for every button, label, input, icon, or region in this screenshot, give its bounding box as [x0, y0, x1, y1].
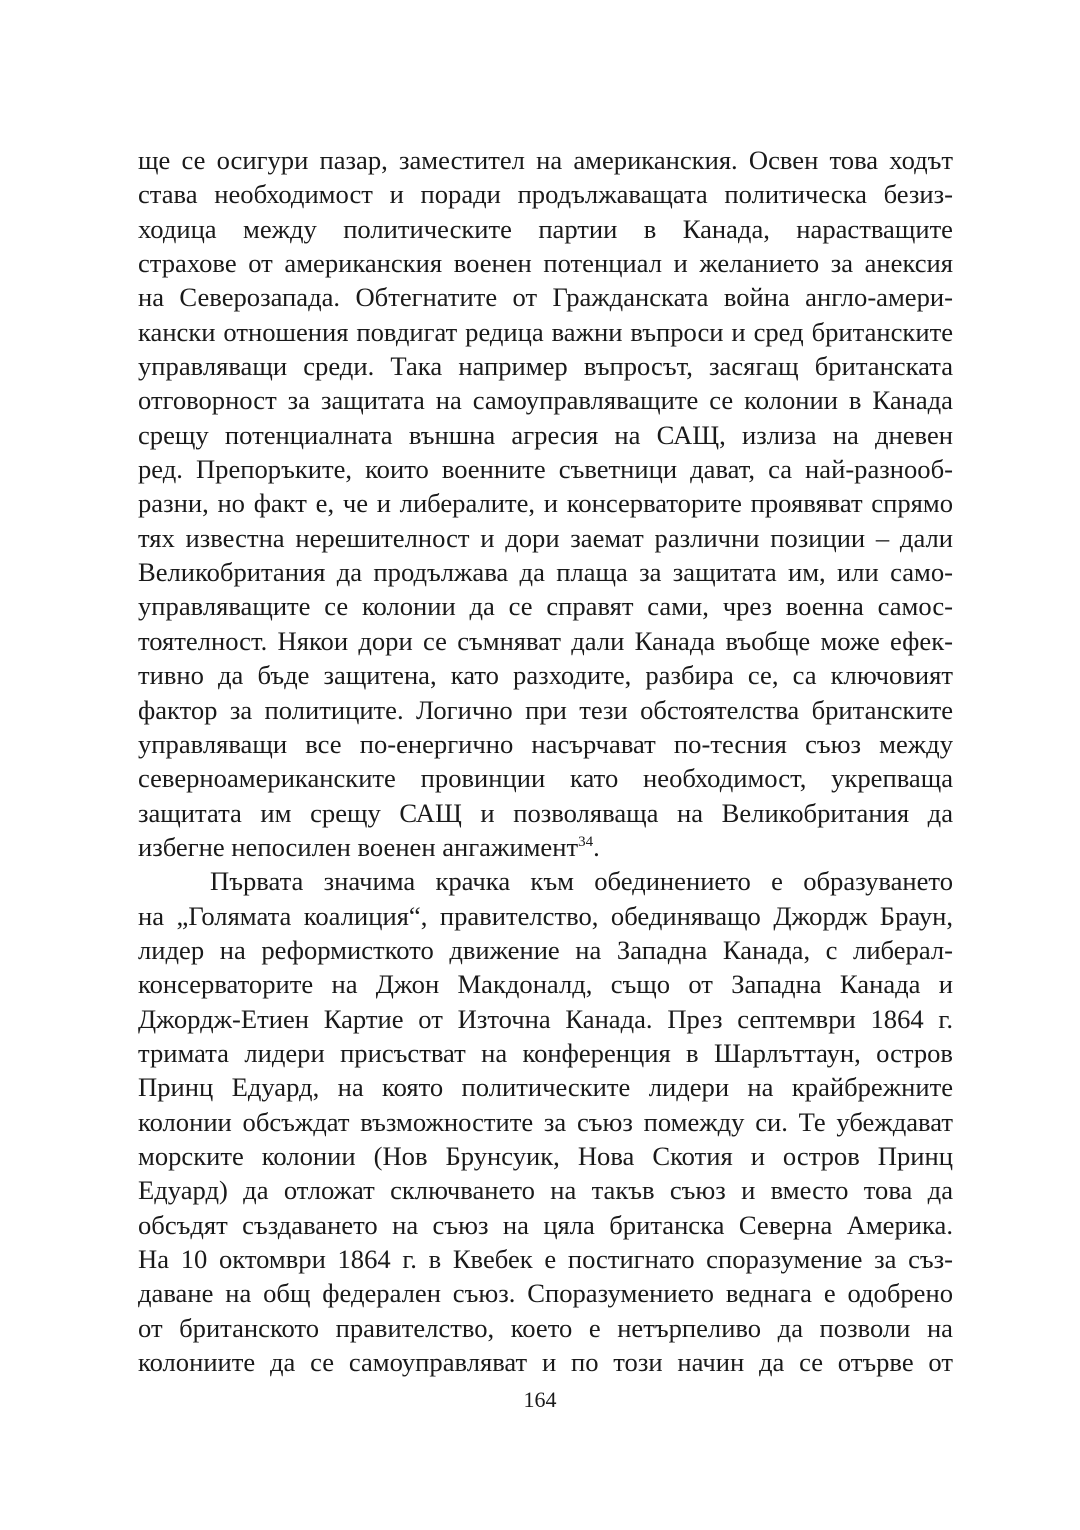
text-line: Принц Едуард, на която политическите лидери на крайбрежните — [138, 1072, 953, 1103]
text-line: даване на общ федерален съюз. Споразумението веднага е одобрено — [138, 1278, 953, 1309]
text-line: ред. Препоръките, които военните съветници дават, са най-разнооб- — [138, 454, 953, 485]
text-line: фактор за политиците. Логично при тези обстоятелства британските — [138, 694, 953, 725]
text-line: страхове от американския военен потенциал и желанието за анексия — [138, 248, 953, 279]
page-number: 164 — [523, 1387, 557, 1412]
text-line: Едуард) да отложат сключването на такъв съюз и вместо това да — [138, 1175, 953, 1206]
text-line: на „Голямата коалиция“, правителство, обединяващо Джордж Браун, — [138, 900, 953, 931]
text-line: Великобритания да продължава да плаща за защитата им, или само- — [138, 557, 953, 588]
paragraph-2 — [138, 864, 953, 1379]
text-line: управляващи среди. Така например въпросът, засягащ британската — [138, 351, 953, 382]
text-line: тоятелност. Някои дори се съмняват дали Канада въобще може ефек- — [138, 625, 953, 656]
text-line: ще се осигури пазар, заместител на американския. Освен това ходът — [138, 145, 953, 175]
text-line: На 10 октомври 1864 г. в Квебек е постигнато споразумение за съз- — [138, 1244, 953, 1274]
text-line: лидер на реформисткото движение на Западна Канада, с либерал- — [138, 934, 953, 965]
text-line: кански отношения повдигат редица важни въпроси и сред британските — [138, 316, 953, 347]
text-line: тримата лидери присъстват на конференция в Шарлъттаун, остров — [138, 1037, 953, 1068]
text-line: на Северозапада. Обтегнатите от Гражданската война англо-амери- — [138, 282, 953, 313]
text-line: става необходимост и поради продължаващата политическа безиз- — [138, 179, 953, 210]
text-line: тивно да бъде защитена, като разходите, разбира се, са ключовият — [138, 660, 953, 691]
last-line-text: избегне непосилен военен ангажимент — [138, 831, 579, 862]
text-line: Джордж-Етиен Картие от Източна Канада. През септември 1864 г. — [138, 1003, 953, 1034]
text-line: консерваторите на Джон Макдоналд, също от Западна Канада и — [138, 969, 953, 1000]
paragraph-1 — [138, 143, 953, 864]
text-line: колонии обсъждат възможностите за съюз помежду си. Те убеждават — [138, 1106, 953, 1137]
text-line-last — [138, 830, 953, 864]
text-line: морските колонии (Нов Брунсуик, Нова Скотия и остров Принц — [138, 1140, 953, 1171]
text-line: обсъдят създаването на съюз на цяла британска Северна Америка. — [138, 1209, 953, 1240]
text-line: разни, но факт е, че и либералите, и консерваторите проявяват спрямо — [138, 488, 953, 519]
text-line: тях известна нерешителност и дори заемат различни позиции – дали — [138, 522, 953, 553]
text-line: северноамериканските провинции като необходимост, укрепваща — [138, 763, 953, 794]
text-line: управляващи все по-енергично насърчават по-тесния съюз между — [138, 728, 953, 759]
last-line-punctuation: . — [593, 831, 600, 862]
text-line: от британското правителство, което е нетърпеливо да позволи на — [138, 1312, 953, 1343]
text-line: ходица между политическите партии в Канада, нарастващите — [138, 213, 953, 244]
text-line: колониите да се самоуправляват и по този начин да се отърве от — [138, 1347, 953, 1378]
text-line: срещу потенциалната външна агресия на САЩ, излиза на дневен — [138, 419, 953, 450]
body-text — [138, 143, 953, 1379]
footnote-reference[interactable]: 34 — [578, 834, 594, 851]
text-line: защитата им срещу САЩ и позволяваща на Великобритания да — [138, 797, 953, 828]
text-line: управляващите се колонии да се справят сами, чрез военна самос- — [138, 591, 953, 622]
text-line-indented: Първата значима крачка към обединението е образуването — [210, 866, 953, 897]
text-line: отговорност за защитата на самоуправляващите се колонии в Канада — [138, 385, 953, 416]
